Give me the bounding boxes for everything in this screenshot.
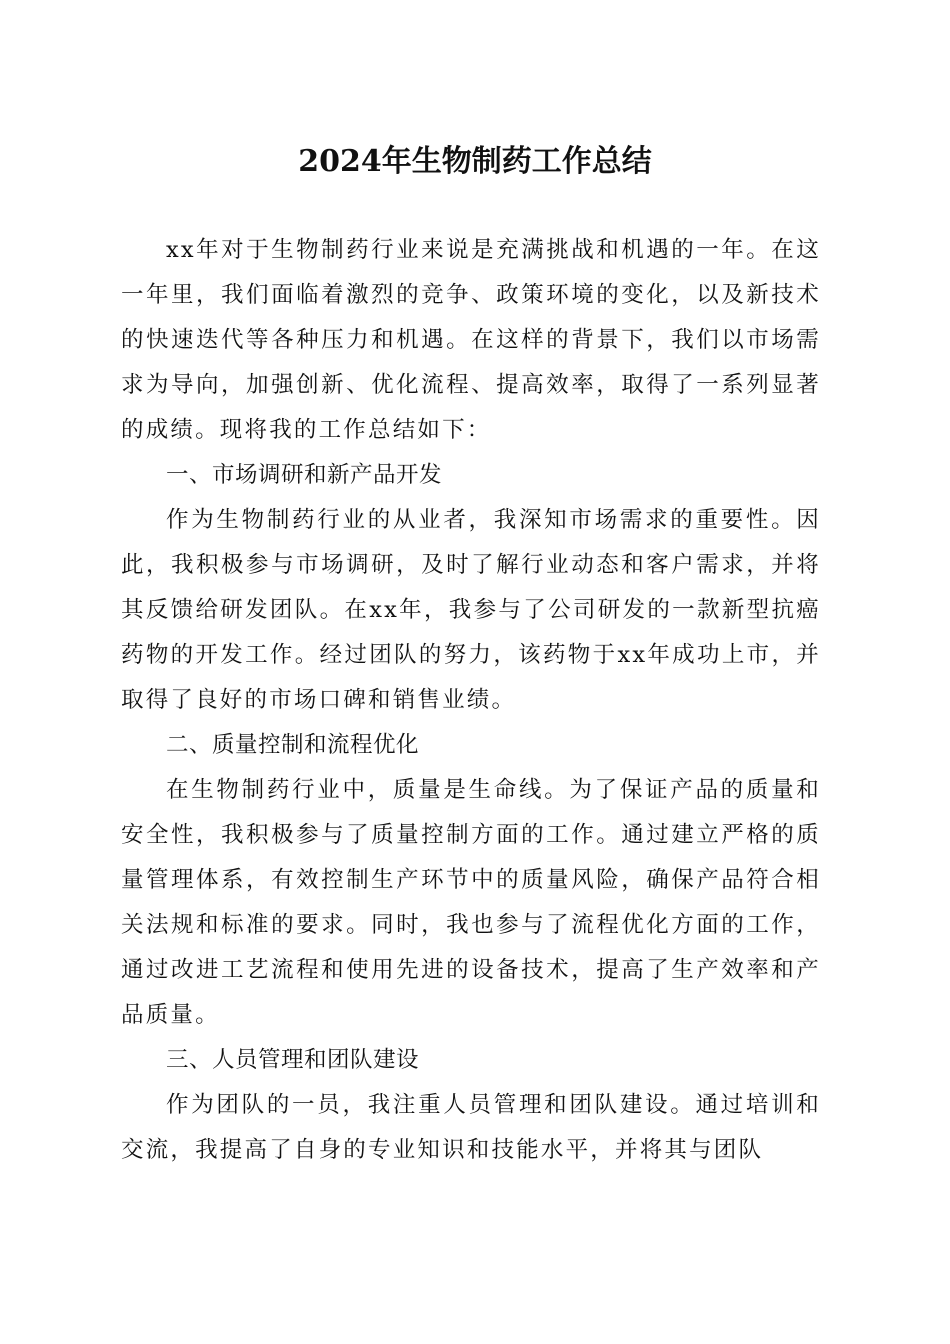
- section-paragraph-team: 作为团队的一员，我注重人员管理和团队建设。通过培训和交流，我提高了自身的专业知识和技能水平，并将其与团队: [121, 1092, 821, 1163]
- section-paragraph-market: 作为生物制药行业的从业者，我深知市场需求的重要性。因此，我积极参与市场调研，及时了解行业动态和客户需求，并将其反馈给研发团队。在xx年，我参与了公司研发的一款新型抗癌药物的开发工作。经过团队的努力，该药物于xx年成功上市，并取得了良好的市场口碑和销售业绩。: [121, 507, 821, 713]
- document-title: 2024年生物制药工作总结: [298, 144, 652, 179]
- section-heading-quality: 二、质量控制和流程优化: [166, 732, 420, 758]
- section-paragraph-quality: 在生物制药行业中，质量是生命线。为了保证产品的质量和安全性，我积极参与了质量控制方面的工作。通过建立严格的质量管理体系，有效控制生产环节中的质量风险，确保产品符合相关法规和标准的要求。同时，我也参与了流程优化方面的工作，通过改进工艺流程和使用先进的设备技术，提高了生产效率和产品质量。: [121, 777, 821, 1028]
- intro-paragraph: xx年对于生物制药行业来说是充满挑战和机遇的一年。在这一年里，我们面临着激烈的竞争、政策环境的变化，以及新技术的快速迭代等各种压力和机遇。在这样的背景下，我们以市场需求为导向，加强创新、优化流程、提高效率，取得了一系列显著的成绩。现将我的工作总结如下：: [121, 237, 821, 443]
- document-body: [121, 228, 821, 1173]
- section-heading-team: 三、人员管理和团队建设: [166, 1047, 420, 1073]
- section-heading-market: 一、市场调研和新产品开发: [166, 462, 443, 488]
